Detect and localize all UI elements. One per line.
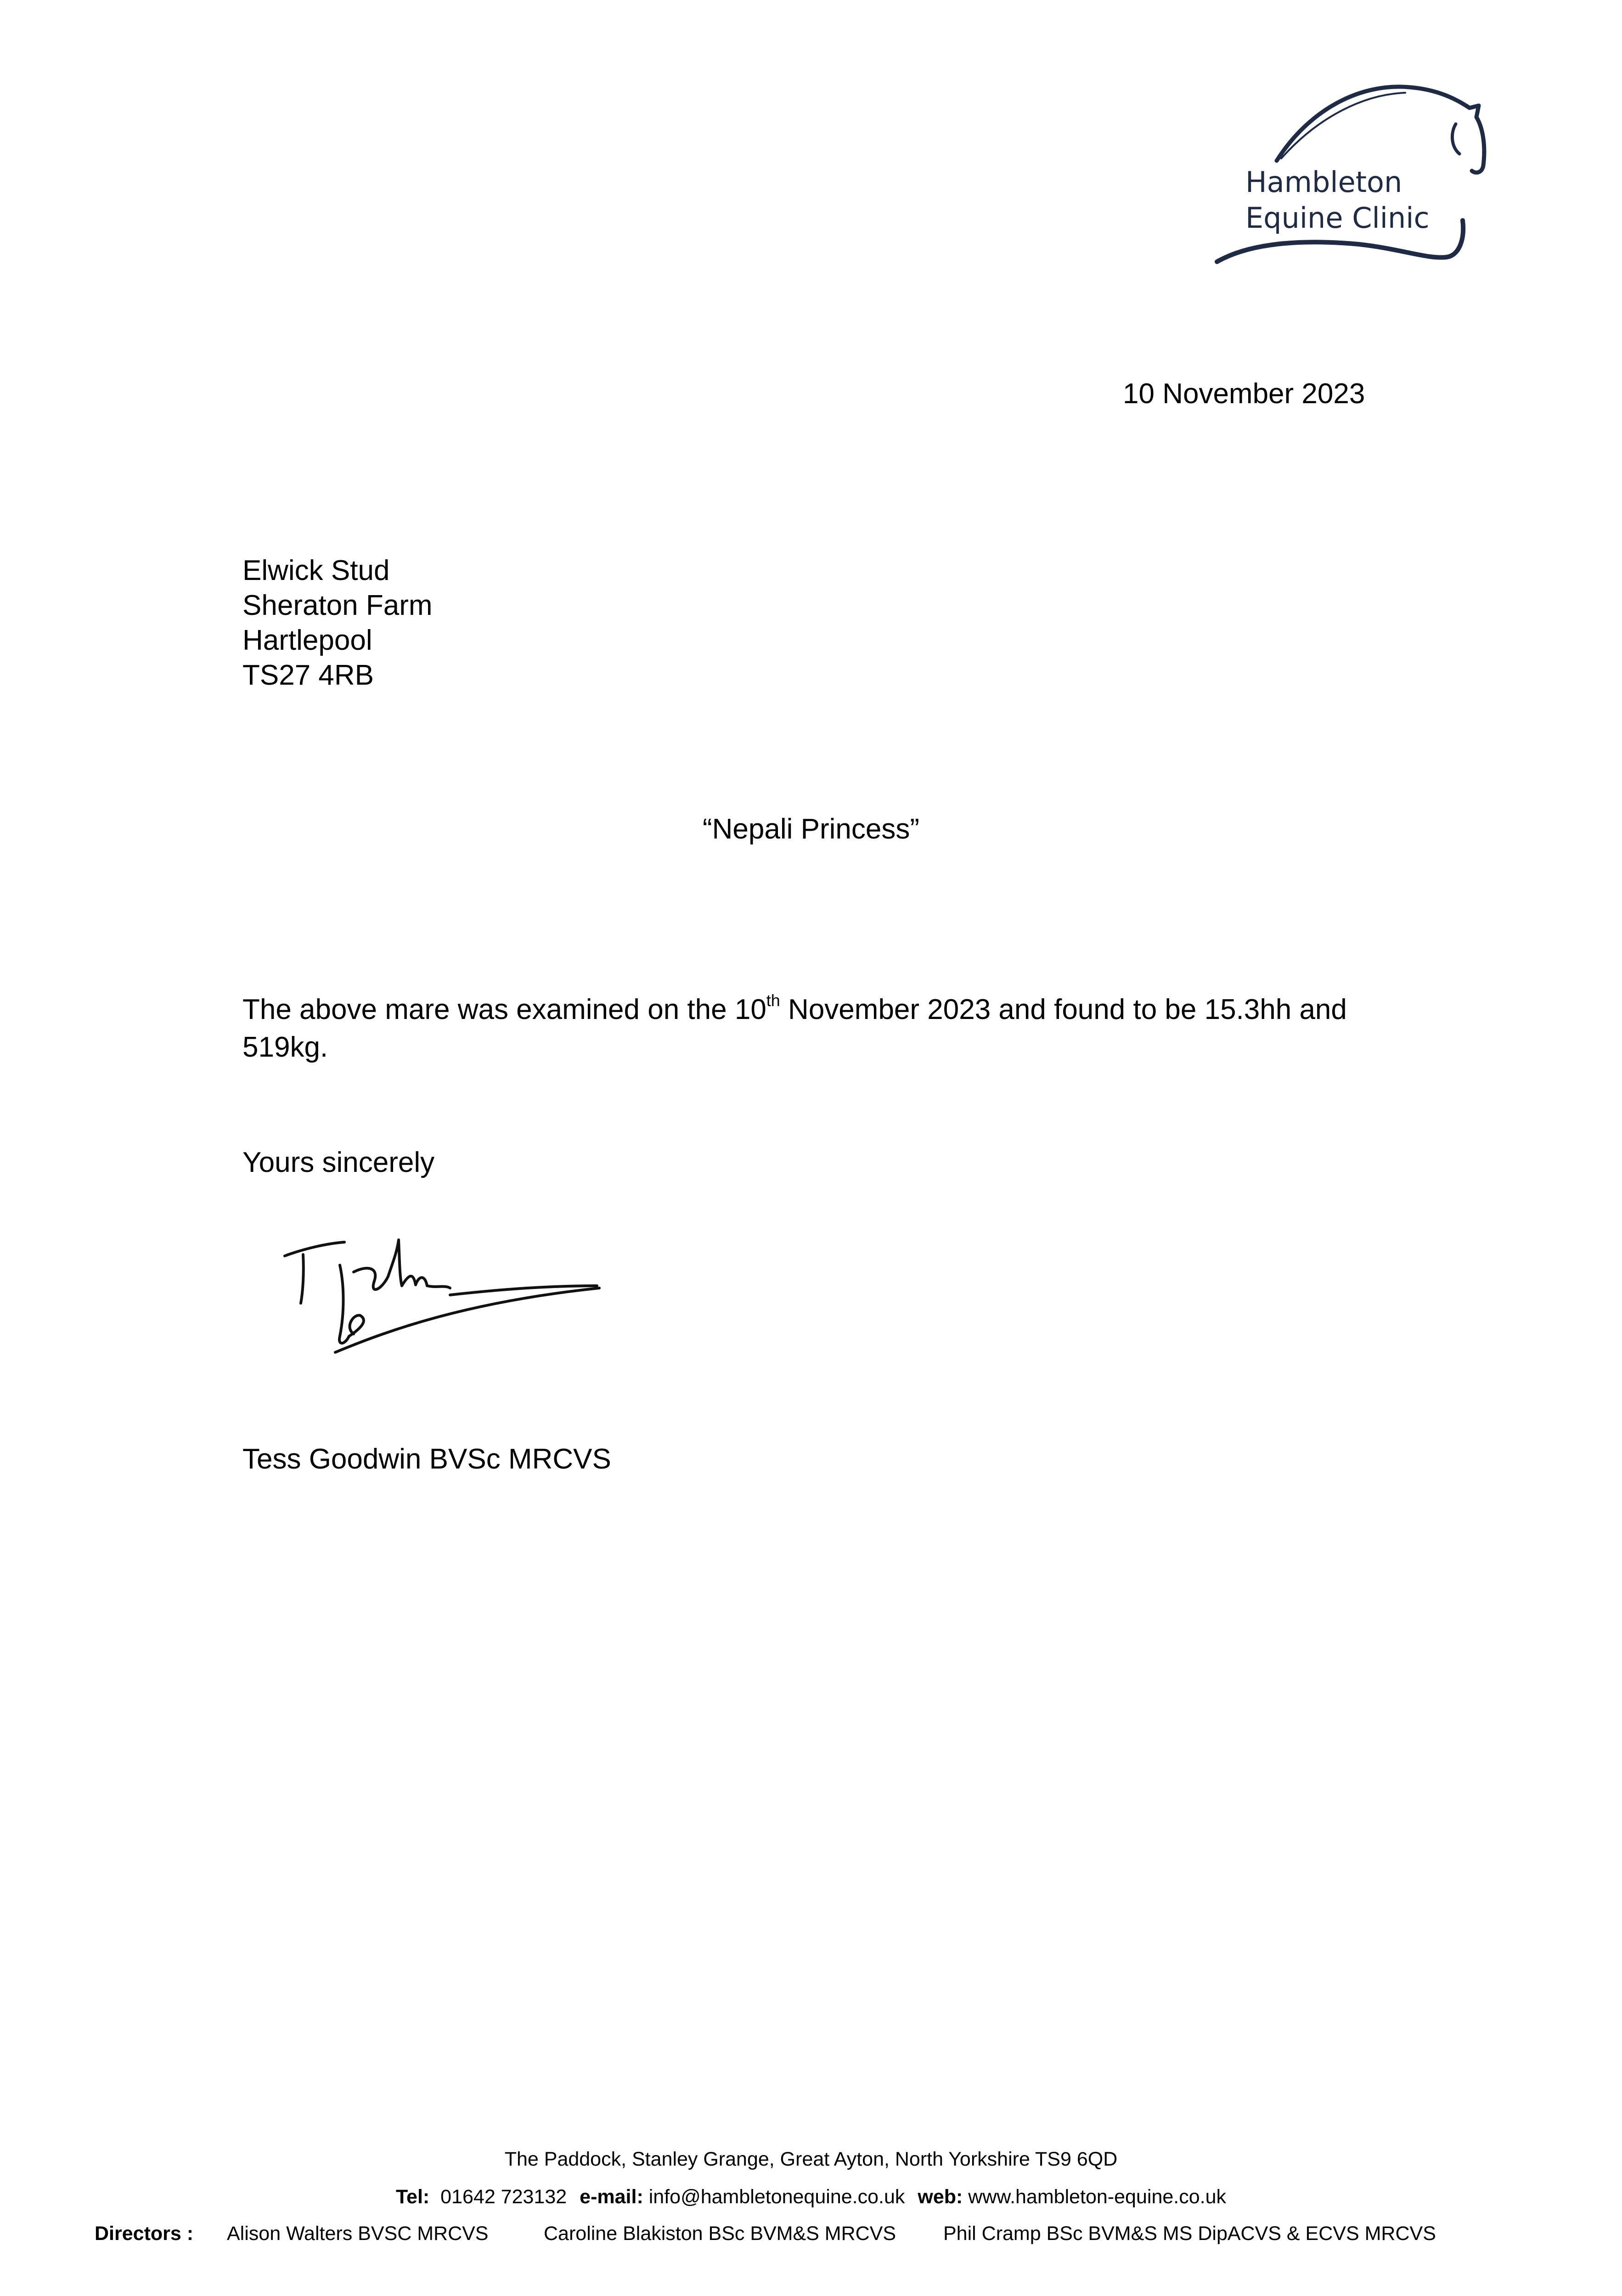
logo-text-line2: Equine Clinic (1245, 201, 1430, 235)
address-line: Hartlepool (242, 625, 372, 656)
tel-label: Tel: (395, 2186, 430, 2208)
email-link[interactable]: info@hambletonequine.co.uk (648, 2186, 905, 2208)
logo-text-line1: Hambleton (1245, 165, 1402, 199)
address-line: Elwick Stud (242, 555, 390, 586)
footer-contact (0, 2186, 1622, 2208)
web-label: web: (918, 2186, 963, 2208)
footer-directors (0, 2223, 1622, 2250)
web-link[interactable]: www.hambleton-equine.co.uk (968, 2186, 1226, 2208)
recipient-address (242, 553, 433, 693)
signer-name: Tess Goodwin BVSc MRCVS (242, 1443, 611, 1475)
footer-address: The Paddock, Stanley Grange, Great Ayton, North Yorkshire TS9 6QD (504, 2148, 1118, 2170)
body-text-start: The above mare was examined on the 10 (242, 994, 766, 1025)
director-name: Phil Cramp BSc BVM&S MS DipACVS & ECVS MRCVS (943, 2223, 1436, 2245)
letter-date: 10 November 2023 (1123, 378, 1365, 410)
director-name: Caroline Blakiston BSc BVM&S MRCVS (544, 2223, 896, 2245)
handwritten-signature (276, 1221, 615, 1368)
body-text-end: November 2023 and found to be 15.3hh and 519kg. (242, 994, 1347, 1063)
signature-icon (276, 1221, 615, 1368)
tel-number: 01642 723132 (440, 2186, 567, 2208)
closing-salutation: Yours sincerely (242, 1147, 435, 1178)
address-line: TS27 4RB (242, 659, 374, 691)
directors-label: Directors : (95, 2223, 194, 2245)
address-line: Sheraton Farm (242, 590, 433, 621)
director-name: Alison Walters BVSC MRCVS (227, 2223, 489, 2245)
letter-body (242, 991, 1409, 1066)
clinic-logo (1208, 73, 1502, 276)
horse-name-heading: “Nepali Princess” (702, 813, 920, 845)
ordinal-suffix: th (766, 991, 780, 1010)
email-label: e-mail: (580, 2186, 643, 2208)
